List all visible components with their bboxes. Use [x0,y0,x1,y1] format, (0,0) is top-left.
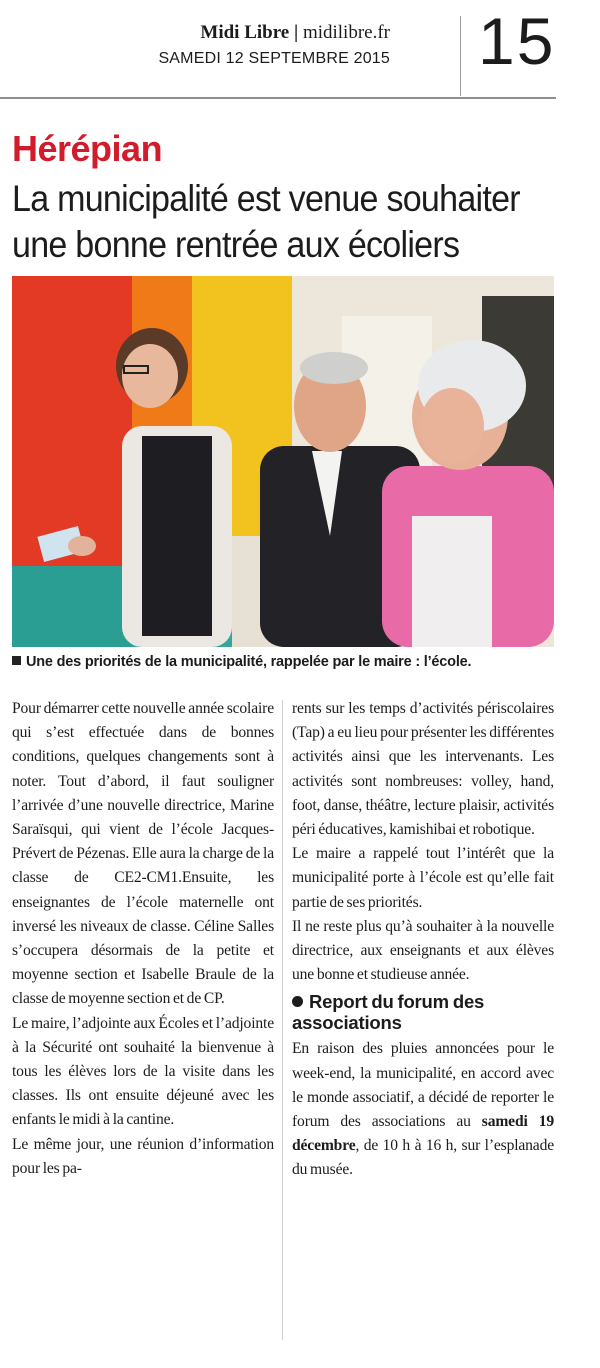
issue-date: SAMEDI 12 SEPTEMBRE 2015 [158,50,390,67]
photo-illustration [12,276,554,647]
paragraph: Le maire, l’adjointe aux Écoles et l’adjointe à la Sécurité ont souhaité la bienvenue à tous les élèves lors de la visite dans les classes. Ils ont ensuite déjeuné avec les enfants le midi à la cantine. [12,1014,274,1129]
paragraph: Le même jour, une réunion d’information pour les pa- [12,1135,274,1177]
paragraph: Il ne reste plus qu’à souhaiter à la nouvelle directrice, aux enseignants et aux élèves une bonne et studieuse année. [292,917,554,984]
article-column-2 [292,697,554,1183]
paragraph-text: , de 10 h à 16 h, sur l’esplanade du musée. [292,1137,554,1179]
masthead [0,0,556,100]
brand-separator: | [294,22,299,43]
article-headline: La municipalité est venue souhaiter une bonne rentrée aux écoliers [12,178,520,265]
paragraph: rents sur les temps d’activités périscolaires (Tap) a eu lieu pour présenter les différentes activités ainsi que les intervenants. Les activités sont nombreuses: volley, hand, foot, danse, théâtre, lecture plaisir, activités péri éducatives, kamishibai et robotique. [292,700,554,839]
paragraph [292,1037,554,1182]
paragraph: Pour démarrer cette nouvelle année scolaire qui s’est effectuée dans de bonnes conditions, quelques changements sont à noter. Tout d’abord, il faut souligner l’arrivée d’une nouvelle directrice, Marine Saraïsqui, qui vient de l’école Jacques-Prévert de Pézenas. Elle aura la charge de la classe de CE2-CM1.Ensuite, les enseignantes de l’école maternelle ont inversé les niveaux de classe. Céline Salles s’occupera désormais de la petite et moyenne section et Isabelle Braule de la classe de moyenne section et de CP. [12,700,274,1008]
paragraph: Le maire a rappelé tout l’intérêt que la municipalité porte à l’école est qu’elle fait partie de ses priorités. [292,845,554,911]
article-photo [12,276,554,647]
paragraph-text: En raison des pluies annoncées pour le week-end, la municipalité, en accord avec le monde associatif, a décidé de reporter le forum des associations au [292,1040,554,1131]
brand-name: Midi Libre [200,22,290,43]
masthead-rule [0,97,556,99]
masthead-divider [460,16,461,96]
photo-caption [12,654,572,670]
article-town: Hérépian [12,128,163,169]
caption-text: Une des priorités de la municipalité, rappelée par le maire : l’école. [26,654,472,670]
caption-square-icon [12,656,21,665]
column-divider [282,700,283,1340]
subheading-text: Report du forum des associations [292,991,485,1034]
article-column-1 [12,697,274,1181]
site-link[interactable]: midilibre.fr [302,22,390,43]
bullet-dot-icon [292,996,303,1007]
page-number: 15 [478,4,556,78]
brand-line [200,22,390,44]
subheading [292,991,554,1033]
highlighted-date: samedi 19 décembre [292,1113,554,1155]
